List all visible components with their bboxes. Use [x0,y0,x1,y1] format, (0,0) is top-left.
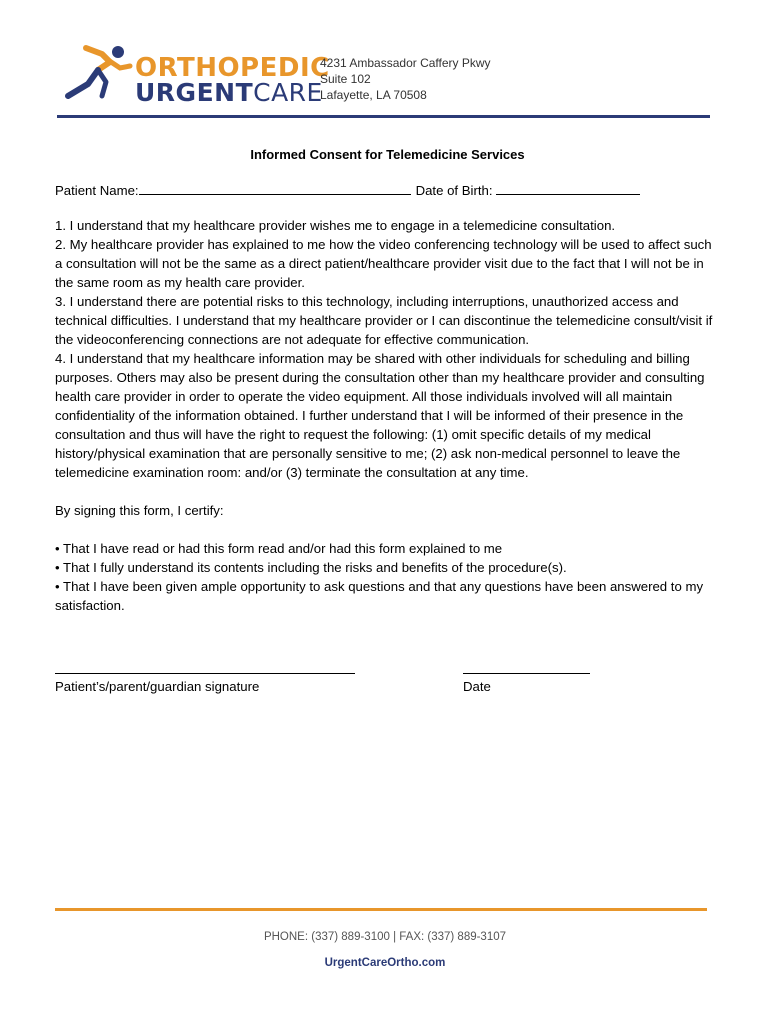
clinic-address [320,55,491,103]
signature-label: Patient’s/parent/guardian signature [55,679,260,694]
logo-text-urgent-care: URGENTCARE [135,78,323,107]
certify-item-2: • That I fully understand its contents including the risks and benefits of the procedure(s). [55,560,567,575]
consent-item-3: 3. I understand there are potential risks to this technology, including interruptions, unauthorized access and technical difficulties. I understand that my healthcare provider or I can discontinue the telemedicine consult/visit if the videoconferencing connections are not adequate for effective communication. [55,294,713,347]
certify-intro: By signing this form, I certify: [55,503,224,518]
form-title: Informed Consent for Telemedicine Services [250,147,525,162]
date-block [463,673,590,713]
header-divider [57,115,710,118]
footer-divider [55,908,707,911]
consent-item-4: 4. I understand that my healthcare information may be shared with other individuals for scheduling and billing purposes. Others may also be present during the consultation other than my healthcare provider and consulting health care provider in order to operate the video equipment. All those individuals involved will all maintain confidentiality of the information obtained. I further understand that I will be informed of their presence in the consultation and thus will have the right to request the following: (1) omit specific details of my medical history/physical examination that are personally sensitive to me; (2) ask non-medical personnel to leave the telemedicine examination room: and/or (3) terminate the consultation at any time. [55,351,705,480]
signature-block [55,673,355,713]
logo-text-orthopedic: ORTHOPEDIC [135,53,330,83]
consent-form [55,145,720,615]
dob-field[interactable] [496,180,640,195]
date-field[interactable] [463,673,590,674]
address-city: Lafayette, LA 70508 [320,88,427,102]
signature-field[interactable] [55,673,355,674]
date-label: Date [463,679,491,694]
certify-item-1: • That I have read or had this form read and/or had this form explained to me [55,541,503,556]
company-logo [58,40,330,107]
patient-name-label: Patient Name: [55,183,139,198]
patient-name-field[interactable] [139,180,411,195]
dob-label: Date of Birth: [415,183,493,198]
address-suite: Suite 102 [320,72,371,86]
patient-info-row [55,180,720,200]
runner-icon [58,40,138,106]
consent-item-2: 2. My healthcare provider has explained to me how the video conferencing technology will be used to affect such a consultation will not be the same as a direct patient/healthcare provider visit due to the fact that I will not be in the same room as my health care provider. [55,237,712,290]
footer-contact: PHONE: (337) 889-3100 | FAX: (337) 889-3107 [263,931,507,943]
certify-item-3: • That I have been given ample opportunity to ask questions and that any questions have been answered to my satisfaction. [55,579,704,613]
consent-item-1: 1. I understand that my healthcare provider wishes me to engage in a telemedicine consultation. [55,218,616,233]
address-street: 4231 Ambassador Caffery Pkwy [320,56,491,70]
footer-website-link[interactable]: UrgentCareOrtho.com [324,957,446,969]
